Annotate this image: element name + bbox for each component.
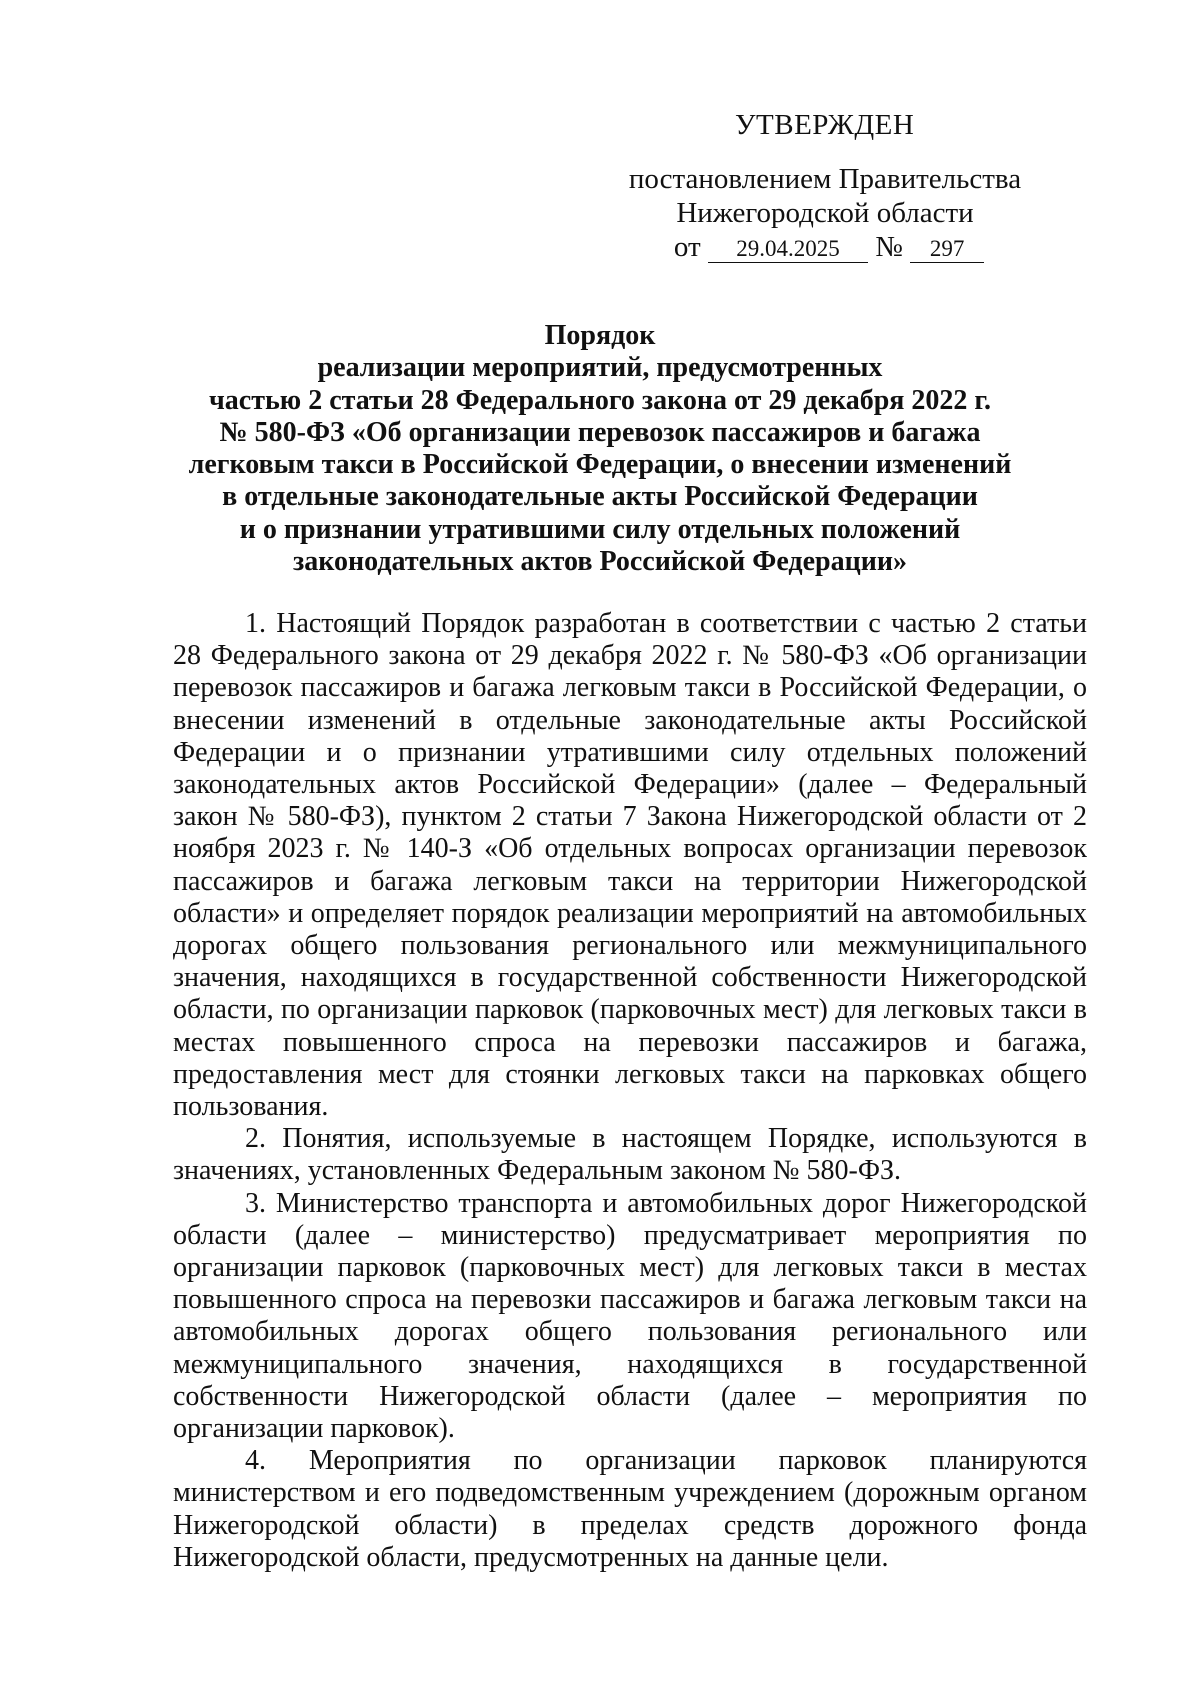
paragraph-2: 2. Понятия, используемые в настоящем Порядке, используются в значениях, установленных Федеральным законом № 580-ФЗ. [173,1123,1087,1187]
document-title [170,320,1030,578]
approval-block [615,108,1035,264]
title-line: реализации мероприятий, предусмотренных [317,352,883,384]
paragraph-1: 1. Настоящий Порядок разработан в соответствии с частью 2 статьи 28 Федерального закона от 29 декабря 2022 г. № 580-ФЗ «Об организации перевозок пассажиров и багажа легковым такси в Российской Федерации, о внесении изменений в отдельные законодательные акты Российской Федерации и о признании утратившими силу отдельных положений законодательных актов Российской Федерации» (далее – Федеральный закон № 580-ФЗ), пунктом 2 статьи 7 Закона Нижегородской области от 2 ноября 2023 г. № 140-З «Об отдельных вопросах организации перевозок пассажиров и багажа легковым такси на территории Нижегородской области» и определяет порядок реализации мероприятий на автомобильных дорогах общего пользования регионального или межмуниципального значения, находящихся в государственной собственности Нижегородской области, по организации парковок (парковочных мест) для легковых такси в местах повышенного спроса на перевозки пассажиров и багажа, предоставления мест для стоянки легковых такси на парковках общего пользования. [173,608,1087,1123]
document-body [173,608,1087,1574]
title-line: № 580-ФЗ «Об организации перевозок пассажиров и багажа [219,416,981,448]
number-sign: № [875,231,903,263]
title-line: Порядок [544,320,656,351]
title-line: легковым такси в Российской Федерации, о внесении изменений [188,449,1012,481]
paragraph-3: 3. Министерство транспорта и автомобильных дорог Нижегородской области (далее – министерство) предусматривает мероприятия по организации парковок (парковочных мест) для легковых такси в местах повышенного спроса на перевозки пассажиров и багажа легковым такси на автомобильных дорогах общего пользования регионального или межмуниципального значения, находящихся в государственной собственности Нижегородской области (далее – мероприятия по организации парковок). [173,1187,1087,1445]
approval-stamp: УТВЕРЖДЕН [735,109,915,141]
approval-date-line [615,230,1035,264]
title-line: законодательных актов Российской Федерации» [293,546,907,578]
approval-line-1: постановлением Правительства [628,163,1022,195]
approval-line-2: Нижегородской области [676,197,974,229]
date-prefix: от [673,231,701,263]
approval-number: 297 [910,236,984,263]
approval-date: 29.04.2025 [708,236,868,263]
paragraph-4: 4. Мероприятия по организации парковок планируются министерством и его подведомственным учреждением (дорожным органом Нижегородской области) в пределах средств дорожного фонда Нижегородской области, предусмотренных на данные цели. [173,1445,1087,1573]
title-line: частью 2 статьи 28 Федерального закона от 29 декабря 2022 г. [209,384,991,416]
title-line: и о признании утратившими силу отдельных положений [239,513,961,545]
title-line: в отдельные законодательные акты Российской Федерации [222,481,978,513]
